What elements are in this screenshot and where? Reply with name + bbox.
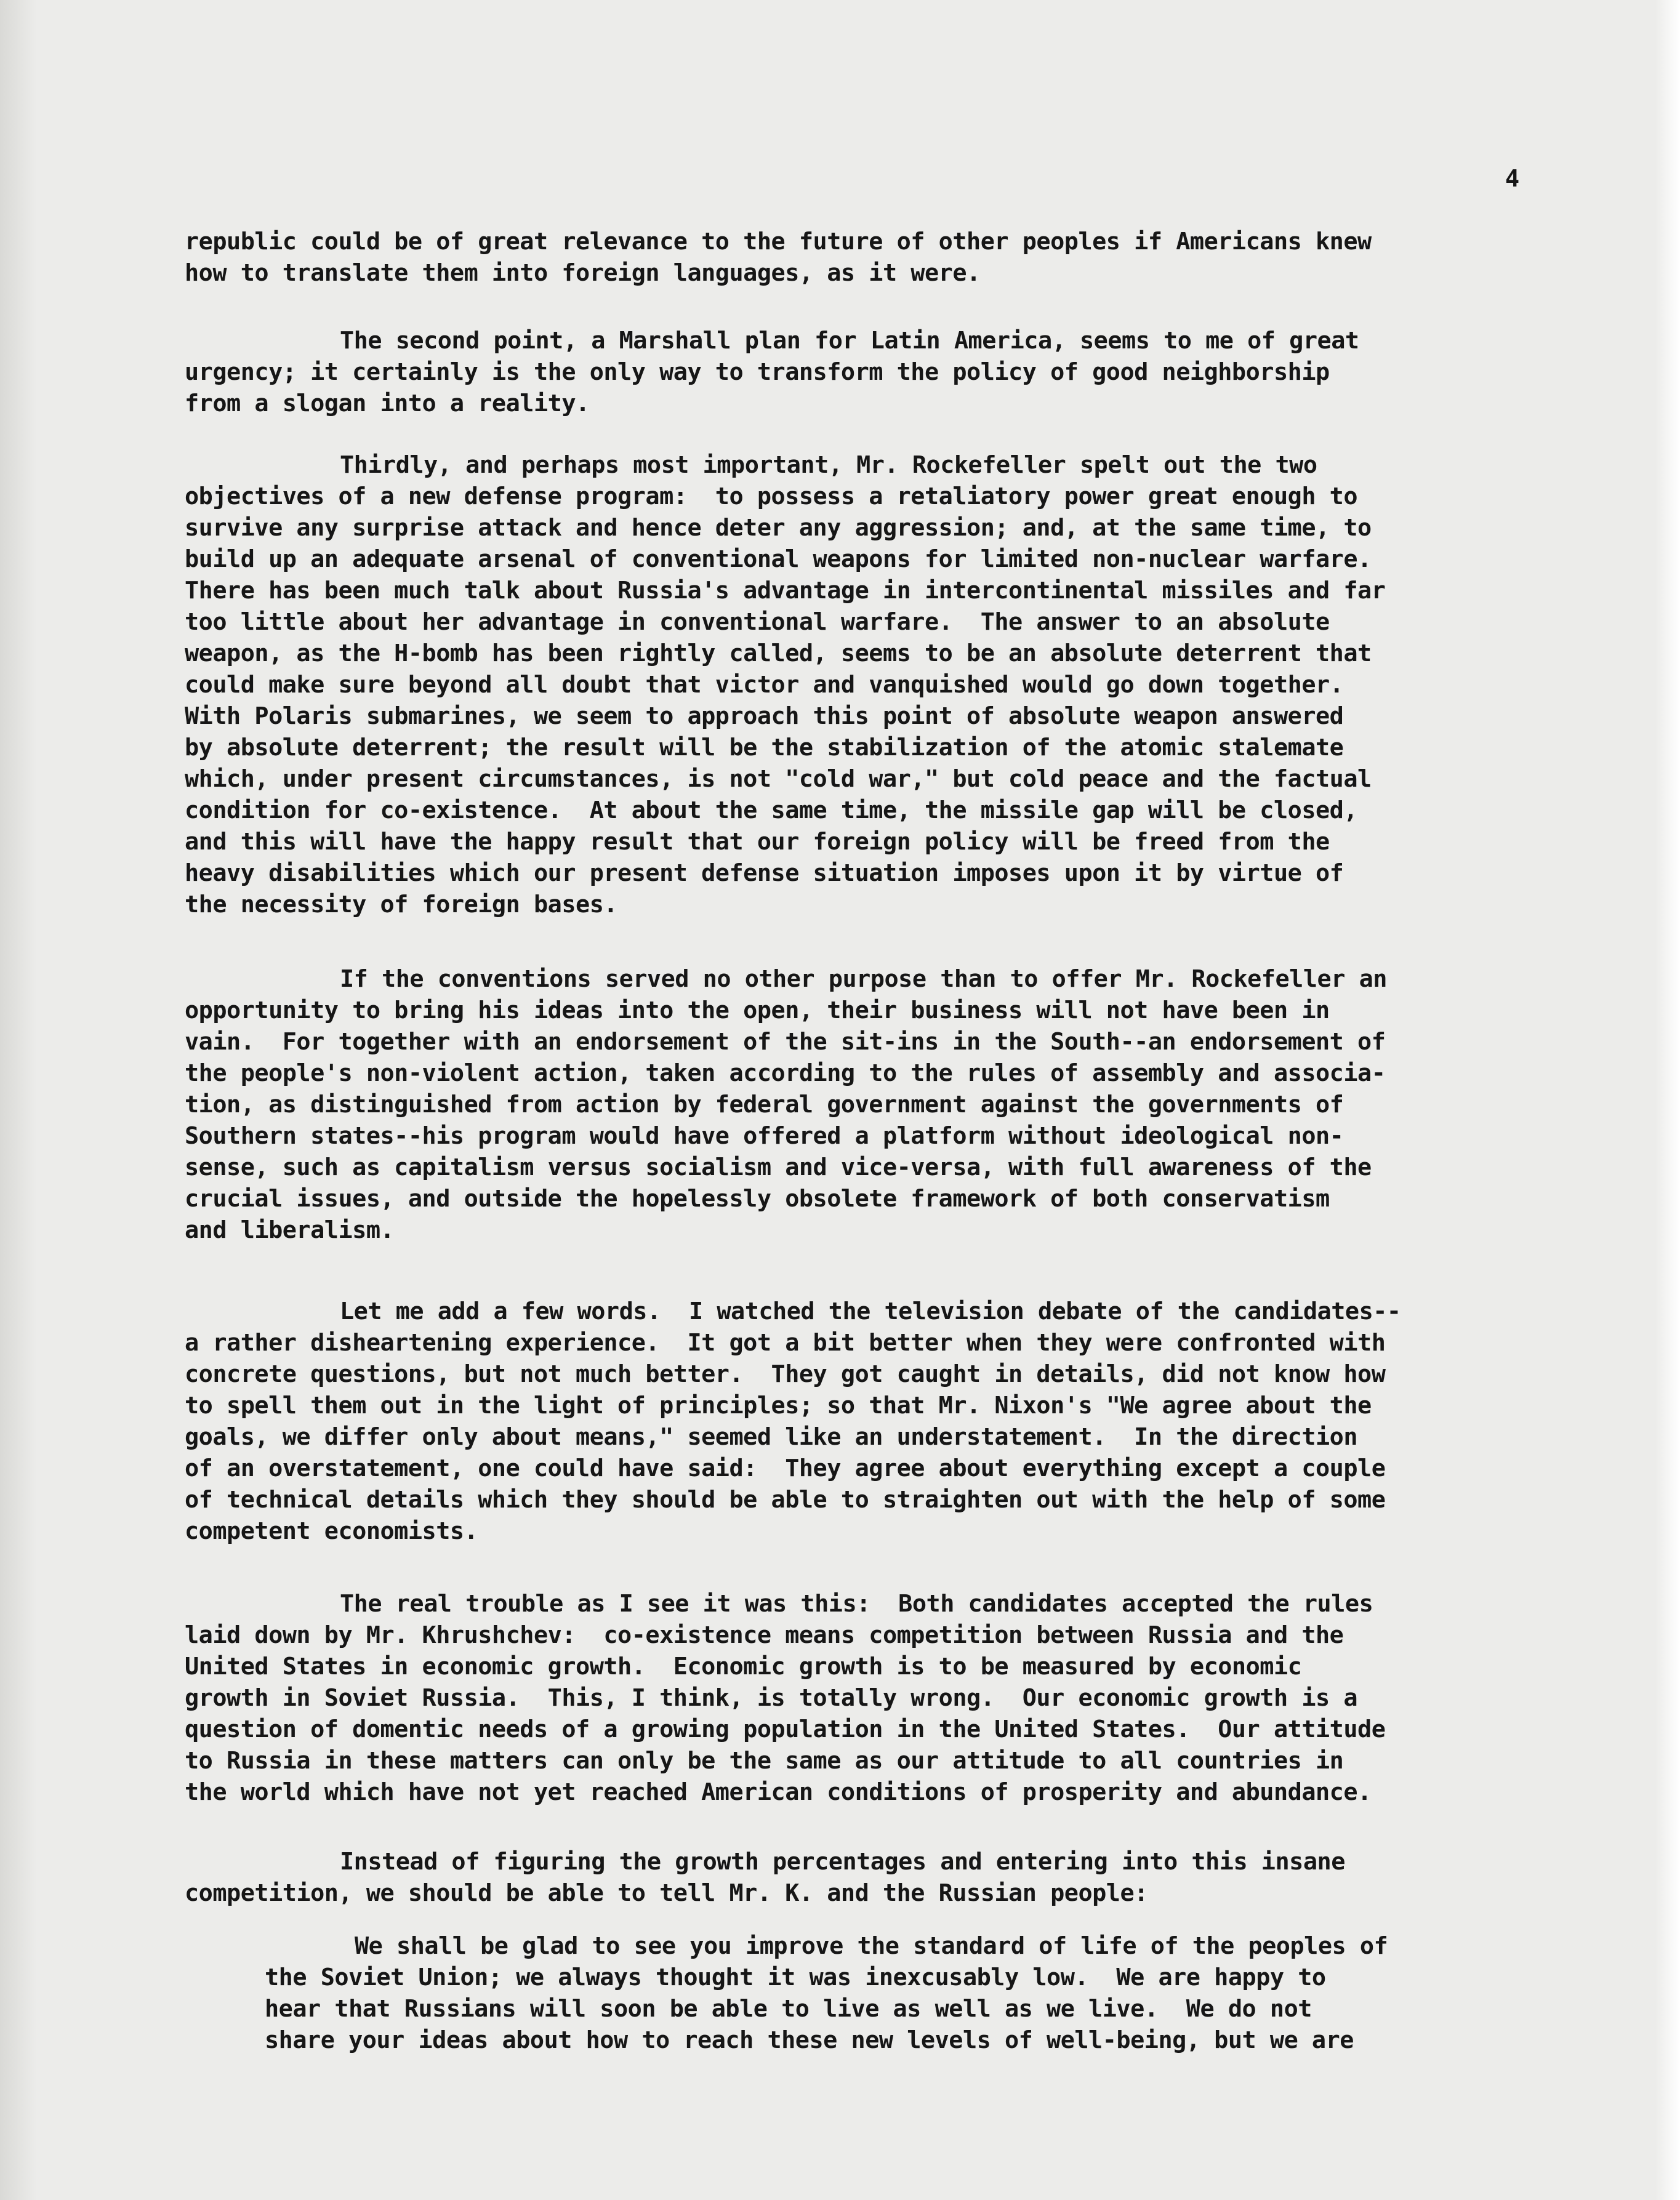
text-line: of an overstatement, one could have said: They agree about everything except a couple — [185, 1455, 1386, 1482]
text-line: by absolute deterrent; the result will be the stabilization of the atomic stalemate — [185, 734, 1344, 761]
text-line: competition, we should be able to tell Mr. K. and the Russian people: — [185, 1879, 1148, 1907]
text-line: republic could be of great relevance to the future of other peoples if Americans knew — [185, 228, 1372, 255]
text-line: laid down by Mr. Khrushchev: co-existence means competition between Russia and the — [185, 1621, 1344, 1649]
text-line: sense, such as capitalism versus socialism and vice-versa, with full awareness of the — [185, 1154, 1372, 1181]
text-line: objectives of a new defense program: to possess a retaliatory power great enough to — [185, 483, 1358, 510]
text-line: could make sure beyond all doubt that victor and vanquished would go down together. — [185, 671, 1344, 699]
text-line: If the conventions served no other purpose than to offer Mr. Rockefeller an — [340, 965, 1387, 993]
text-line: a rather disheartening experience. It got a bit better when they were confronted with — [185, 1329, 1386, 1357]
paragraph-5 — [185, 1296, 1539, 1547]
text-line: opportunity to bring his ideas into the open, their business will not have been in — [185, 997, 1330, 1024]
text-line: the Soviet Union; we always thought it was inexcusably low. We are happy to — [265, 1964, 1326, 1991]
text-line: There has been much talk about Russia's advantage in intercontinental missiles and far — [185, 577, 1386, 604]
text-line: tion, as distinguished from action by federal government against the governments of — [185, 1091, 1344, 1118]
text-line: condition for co-existence. At about the same time, the missile gap will be closed, — [185, 797, 1358, 824]
text-line: share your ideas about how to reach these new levels of well-being, but we are — [265, 2026, 1354, 2054]
text-line: competent economists. — [185, 1517, 478, 1545]
text-line: goals, we differ only about means," seemed like an understatement. In the direction — [185, 1423, 1358, 1451]
text-line: weapon, as the H-bomb has been rightly called, seems to be an absolute deterrent that — [185, 640, 1372, 667]
text-line: Instead of figuring the growth percentages and entering into this insane — [340, 1848, 1345, 1876]
text-line: vain. For together with an endorsement of the sit-ins in the South--an endorsement of — [185, 1028, 1386, 1056]
text-line: how to translate them into foreign languages, as it were. — [185, 259, 981, 287]
text-line: concrete questions, but not much better. They got caught in details, did not know how — [185, 1360, 1386, 1388]
text-line: to spell them out in the light of principles; so that Mr. Nixon's "We agree about the — [185, 1392, 1372, 1419]
text-line: United States in economic growth. Economic growth is to be measured by economic — [185, 1653, 1302, 1680]
paragraph-7 — [185, 1846, 1539, 1909]
text-line: survive any surprise attack and hence deter any aggression; and, at the same time, to — [185, 514, 1372, 542]
text-line: and liberalism. — [185, 1216, 395, 1244]
paragraph-2 — [185, 325, 1539, 419]
text-line: urgency; it certainly is the only way to transform the policy of good neighborship — [185, 358, 1330, 386]
text-line: the world which have not yet reached American conditions of prosperity and abundance. — [185, 1778, 1372, 1806]
text-line: the people's non-violent action, taken according to the rules of assembly and associa- — [185, 1059, 1386, 1087]
text-line: We shall be glad to see you improve the standard of life of the peoples of — [355, 1932, 1388, 1960]
text-line: Southern states--his program would have offered a platform without ideological non- — [185, 1122, 1344, 1150]
text-line: growth in Soviet Russia. This, I think, is totally wrong. Our economic growth is a — [185, 1684, 1358, 1712]
text-line: With Polaris submarines, we seem to approach this point of absolute weapon answered — [185, 702, 1344, 730]
text-line: heavy disabilities which our present defense situation imposes upon it by virtue of — [185, 859, 1344, 887]
text-line: from a slogan into a reality. — [185, 390, 590, 417]
paragraph-3 — [185, 449, 1539, 920]
block-quote — [265, 1930, 1539, 2056]
text-line: The second point, a Marshall plan for Latin America, seems to me of great — [340, 327, 1359, 355]
text-line: Thirdly, and perhaps most important, Mr. Rockefeller spelt out the two — [340, 451, 1317, 479]
text-line: which, under present circumstances, is not "cold war," but cold peace and the factual — [185, 765, 1372, 793]
text-line: Let me add a few words. I watched the television debate of the candidates-- — [340, 1298, 1401, 1325]
text-line: crucial issues, and outside the hopelessly obsolete framework of both conservatism — [185, 1185, 1330, 1213]
paragraph-4 — [185, 963, 1539, 1246]
text-line: build up an adequate arsenal of conventional weapons for limited non-nuclear warfare. — [185, 545, 1372, 573]
text-line: question of domentic needs of a growing population in the United States. Our attitude — [185, 1716, 1386, 1743]
page-number: 4 — [1505, 165, 1519, 193]
text-line: The real trouble as I see it was this: Both candidates accepted the rules — [340, 1590, 1373, 1618]
text-line: and this will have the happy result that our foreign policy will be freed from the — [185, 828, 1330, 856]
text-line: hear that Russians will soon be able to live as well as we live. We do not — [265, 1995, 1312, 2023]
scan-shadow-left — [0, 0, 37, 2200]
scan-edge-right — [1655, 0, 1680, 2200]
paragraph-1 — [185, 226, 1539, 289]
text-line: too little about her advantage in conventional warfare. The answer to an absolute — [185, 608, 1330, 636]
text-line: of technical details which they should be able to straighten out with the help of some — [185, 1486, 1386, 1514]
text-line: to Russia in these matters can only be the same as our attitude to all countries in — [185, 1747, 1344, 1775]
text-line: the necessity of foreign bases. — [185, 891, 618, 918]
paragraph-6 — [185, 1588, 1539, 1808]
